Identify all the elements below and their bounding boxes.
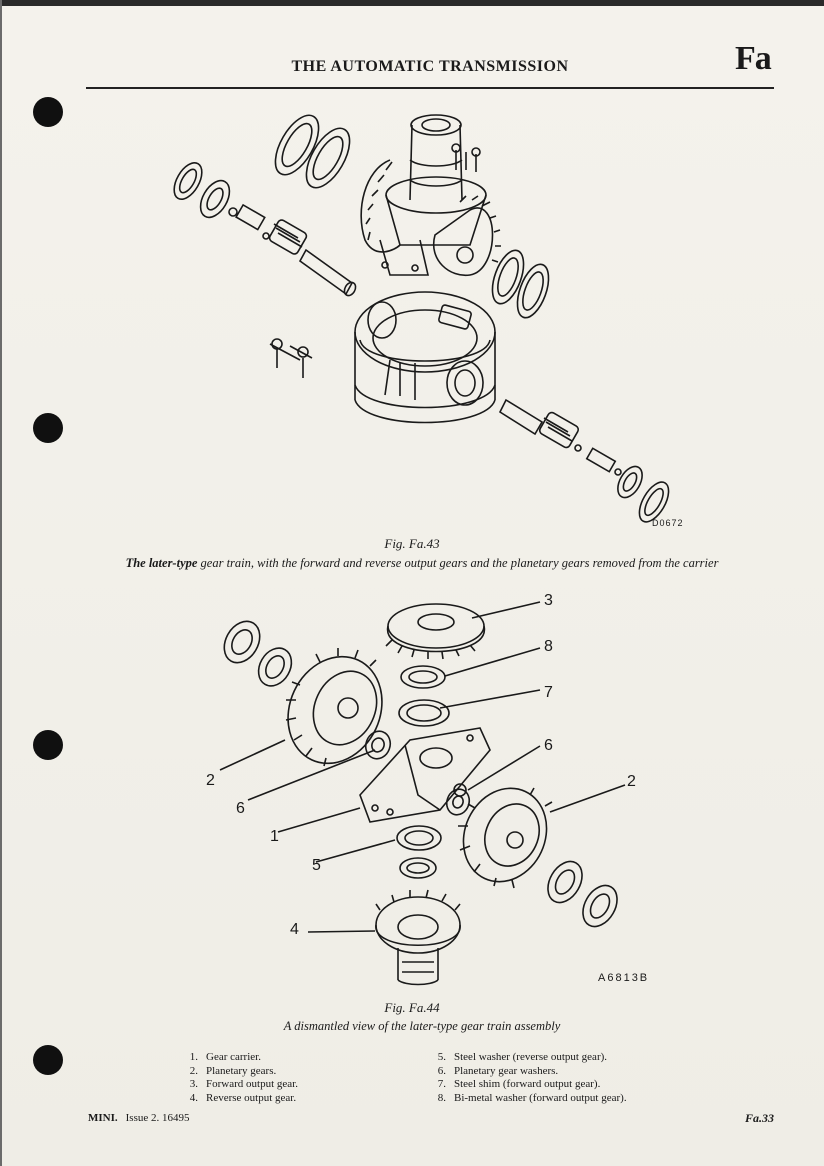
- section-code: Fa: [735, 40, 771, 77]
- legend-item: [426, 1092, 627, 1106]
- scan-edge-left: [0, 0, 2, 1166]
- binder-hole-1: [33, 97, 63, 127]
- legend-item: [426, 1078, 627, 1092]
- binder-hole-4: [33, 1045, 63, 1075]
- legend-text: Reverse output gear.: [206, 1091, 297, 1104]
- fig43-caption-text: gear train, with the forward and reverse output gears and the planetary gears removed from the carrier: [200, 556, 719, 570]
- legend-num: 3.: [189, 1078, 198, 1091]
- legend-num: 2.: [189, 1064, 198, 1077]
- fig43-caption-lead: The later-type: [125, 556, 198, 570]
- fig44-caption: A dismantled view of the later-type gear train assembly: [283, 1019, 561, 1033]
- legend-text: Planetary gears.: [206, 1064, 277, 1077]
- scan-edge-top: [0, 0, 824, 6]
- legend-num: 5.: [437, 1051, 446, 1063]
- legend-num: 1.: [189, 1051, 198, 1063]
- legend-text: Steel washer (reverse output gear).: [454, 1051, 608, 1063]
- callout-2-right: 2: [627, 773, 636, 790]
- figure-44-illustration: [200, 590, 640, 990]
- fig44-drawing-code: A6813B: [598, 972, 650, 984]
- callout-8: 8: [544, 638, 553, 655]
- legend-item: [178, 1092, 298, 1106]
- callout-6-right: 6: [544, 737, 553, 754]
- legend-item: [426, 1065, 627, 1079]
- legend-item: [426, 1051, 627, 1065]
- legend-text: Steel shim (forward output gear).: [454, 1078, 601, 1091]
- legend-text: Planetary gear washers.: [454, 1064, 559, 1077]
- callout-7: 7: [544, 684, 553, 701]
- page-title: THE AUTOMATIC TRANSMISSION: [291, 58, 569, 75]
- callout-6-left: 6: [236, 800, 245, 817]
- legend-text: Bi-metal washer (forward output gear).: [454, 1091, 627, 1104]
- callout-3: 3: [544, 592, 553, 609]
- legend-text: Forward output gear.: [206, 1078, 298, 1091]
- callout-5: 5: [312, 857, 321, 874]
- fig43-caption: [60, 556, 784, 571]
- fig44-label: Fig. Fa.44: [384, 1000, 440, 1015]
- figure-43-illustration: [160, 100, 680, 530]
- footer-model: [88, 1112, 190, 1124]
- legend-left: [178, 1051, 298, 1105]
- legend-num: 8.: [437, 1091, 446, 1104]
- legend-item: [178, 1065, 298, 1079]
- binder-hole-2: [33, 413, 63, 443]
- fig43-drawing-code: D0672: [652, 518, 684, 528]
- legend-text: Gear carrier.: [206, 1051, 261, 1063]
- footer-page-number: Fa.33: [745, 1111, 775, 1125]
- callout-2-left: 2: [206, 772, 215, 789]
- legend-item: [178, 1051, 298, 1065]
- footer-issue: Issue 2. 16495: [125, 1112, 190, 1124]
- fig43-label: Fig. Fa.43: [384, 536, 440, 551]
- binder-hole-3: [33, 730, 63, 760]
- footer-model-name: MINI.: [88, 1112, 118, 1124]
- legend-right: [426, 1051, 627, 1105]
- callout-4: 4: [290, 921, 299, 938]
- header-rule: [86, 87, 774, 89]
- legend-num: 4.: [189, 1091, 198, 1104]
- legend-item: [178, 1078, 298, 1092]
- callout-1: 1: [270, 828, 279, 845]
- legend-num: 6.: [437, 1064, 446, 1077]
- legend-num: 7.: [437, 1078, 446, 1091]
